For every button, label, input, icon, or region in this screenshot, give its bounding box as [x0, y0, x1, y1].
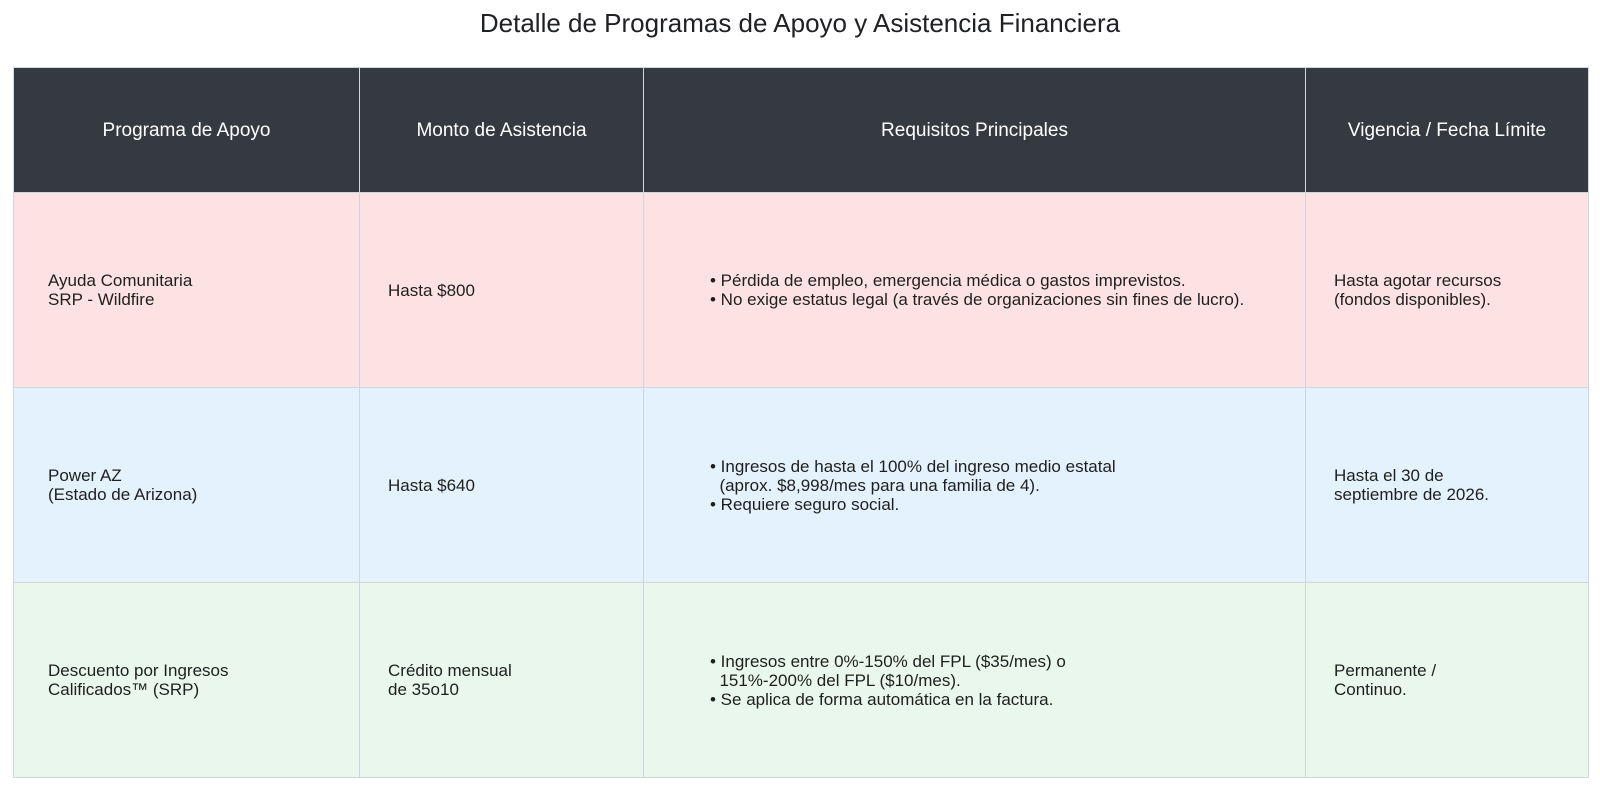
- table-header: [14, 68, 1589, 193]
- program-name-line: Ayuda Comunitaria: [48, 271, 193, 290]
- table-body: [14, 193, 1589, 778]
- requirement-line: • Se aplica de forma automática en la factura.: [710, 689, 1054, 709]
- program-name-line: Calificados™ (SRP): [48, 680, 200, 699]
- programs-table: [13, 67, 1589, 778]
- program-name-line: Descuento por Ingresos: [48, 661, 229, 680]
- validity-cell: [1306, 583, 1589, 778]
- amount-line: de 35o10: [388, 680, 459, 699]
- amount-line: Hasta $640: [388, 475, 475, 495]
- requirement-line: • Pérdida de empleo, emergencia médica o gastos imprevistos.: [710, 271, 1186, 290]
- validity-line: Permanente /: [1334, 661, 1437, 680]
- validity-line: Hasta agotar recursos: [1334, 271, 1502, 290]
- validity-line: Hasta el 30 de: [1334, 466, 1444, 485]
- program-cell: [14, 583, 360, 778]
- page-title: Detalle de Programas de Apoyo y Asistencia Financiera: [479, 8, 1121, 38]
- requirement-line: 151%-200% del FPL ($10/mes).: [710, 670, 961, 690]
- column-header-requirements: Requisitos Principales: [644, 68, 1306, 193]
- amount-cell: [360, 193, 644, 388]
- amount-cell: [360, 583, 644, 778]
- program-name-line: (Estado de Arizona): [48, 485, 198, 504]
- amount-cell: [360, 388, 644, 583]
- validity-line: (fondos disponibles).: [1334, 290, 1491, 309]
- amount-line: Crédito mensual: [388, 661, 512, 680]
- validity-cell: [1306, 193, 1589, 388]
- table-row: [14, 388, 1589, 583]
- column-header-program: Programa de Apoyo: [14, 68, 360, 193]
- validity-line: Continuo.: [1334, 680, 1407, 699]
- requirement-line: • Ingresos entre 0%-150% del FPL ($35/mes) o: [710, 651, 1066, 671]
- validity-cell: [1306, 388, 1589, 583]
- program-name-line: Power AZ: [48, 466, 122, 485]
- header-row: [14, 68, 1589, 193]
- column-header-amount: Monto de Asistencia: [360, 68, 644, 193]
- requirements-cell: [644, 193, 1306, 388]
- requirements-cell: [644, 388, 1306, 583]
- program-cell: [14, 193, 360, 388]
- table-row: [14, 583, 1589, 778]
- requirements-cell: [644, 583, 1306, 778]
- requirement-line: • Ingresos de hasta el 100% del ingreso medio estatal: [710, 456, 1116, 476]
- requirement-line: (aprox. $8,998/mes para una familia de 4).: [710, 475, 1040, 495]
- amount-line: Hasta $800: [388, 280, 475, 300]
- program-cell: [14, 388, 360, 583]
- table-row: [14, 193, 1589, 388]
- requirement-line: • Requiere seguro social.: [710, 494, 900, 514]
- program-name-line: SRP - Wildfire: [48, 290, 155, 309]
- validity-line: septiembre de 2026.: [1334, 485, 1489, 504]
- column-header-validity: Vigencia / Fecha Límite: [1306, 68, 1589, 193]
- requirement-line: • No exige estatus legal (a través de organizaciones sin fines de lucro).: [710, 290, 1245, 309]
